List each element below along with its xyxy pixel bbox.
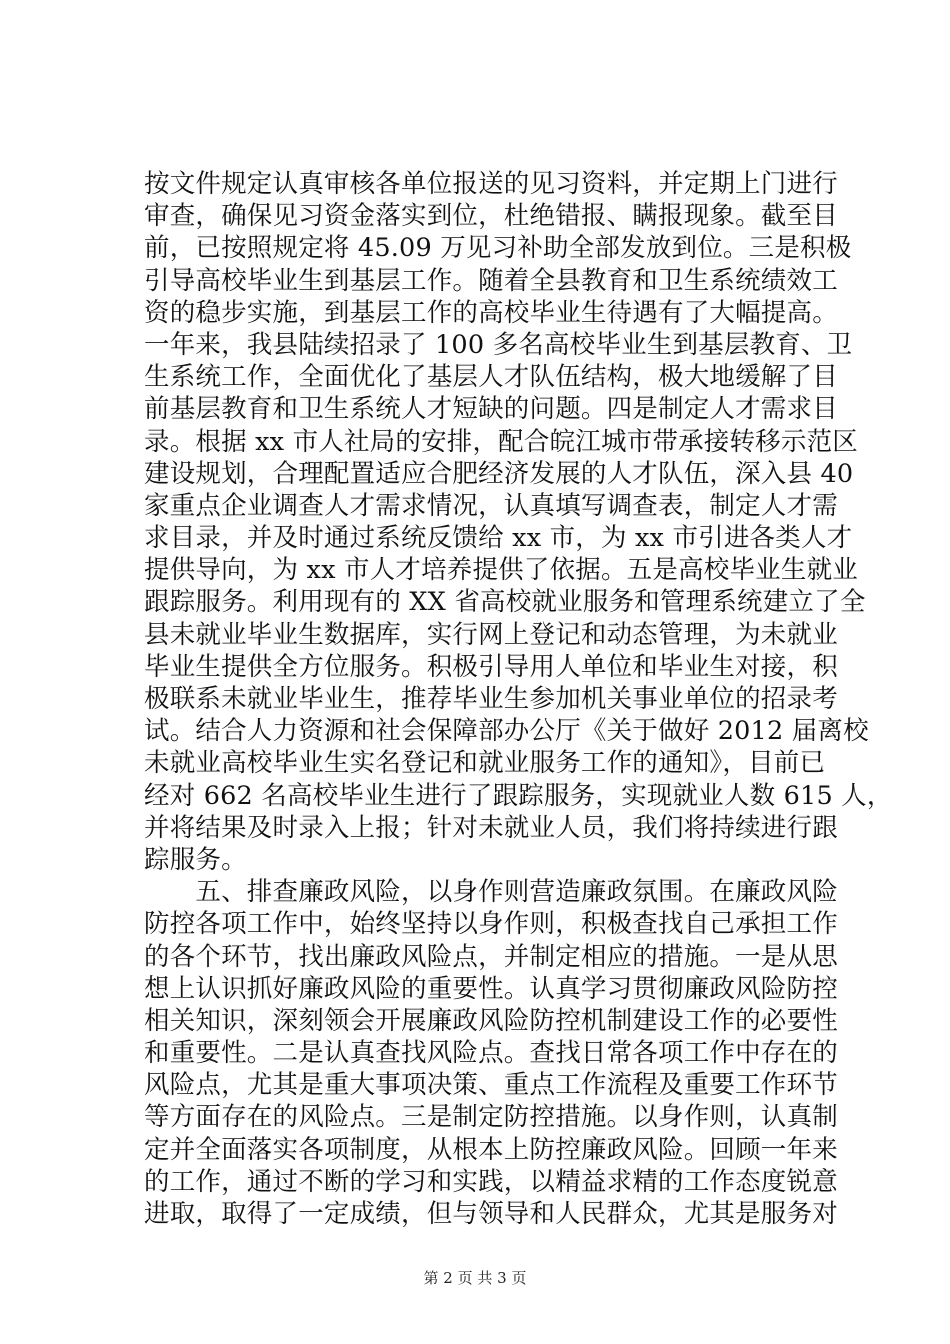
text-line: 极联系未就业毕业生，推荐毕业生参加机关事业单位的招录考: [144, 684, 838, 714]
text-line: 试。结合人力资源和社会保障部办公厅《关于做好 2012 届离校: [144, 716, 869, 747]
text-line: 五、排查廉政风险，以身作则营造廉政氛围。在廉政风险: [144, 877, 838, 908]
text-line: 经对 662 名高校毕业生进行了跟踪服务，实现就业人数 615 人，: [144, 780, 893, 811]
text-line: 未就业高校毕业生实名登记和就业服务工作的通知》，目前已: [144, 748, 826, 779]
text-line: 一年来，我县陆续招录了 100 多名高校毕业生到基层教育、卫: [144, 329, 853, 360]
text-line: 踪服务。: [144, 844, 247, 875]
text-line: 提供导向，为 xx 市人才培养提供了依据。五是高校毕业生就业: [144, 555, 858, 586]
text-line: 录。根据 xx 市人社局的安排，配合皖江城市带承接转移示范区: [144, 426, 858, 457]
text-line: 审查，确保见习资金落实到位，杜绝错报、瞒报现象。截至目: [144, 201, 838, 232]
text-line: 防控各项工作中，始终坚持以身作则，积极查找自己承担工作: [144, 909, 838, 940]
text-line: 并将结果及时录入上报；针对未就业人员，我们将持续进行跟: [144, 812, 838, 843]
text-line: 相关知识，深刻领会开展廉政风险防控机制建设工作的必要性: [144, 1005, 838, 1036]
text-line: 跟踪服务。利用现有的 XX 省高校就业服务和管理系统建立了全: [144, 587, 866, 618]
text-line: 等方面存在的风险点。三是制定防控措施。以身作则，认真制: [144, 1102, 838, 1133]
text-line: 按文件规定认真审核各单位报送的见习资料，并定期上门进行: [144, 169, 838, 199]
text-line: 求目录，并及时通过系统反馈给 xx 市，为 xx 市引进各类人才: [144, 523, 853, 554]
text-line: 定并全面落实各项制度，从根本上防控廉政风险。回顾一年来: [144, 1134, 838, 1165]
text-line: 进取，取得了一定成绩，但与领导和人民群众，尤其是服务对: [144, 1199, 838, 1229]
text-line: 前基层教育和卫生系统人才短缺的问题。四是制定人才需求目: [144, 394, 838, 425]
text-line: 风险点，尤其是重大事项决策、重点工作流程及重要工作环节: [144, 1070, 838, 1101]
page-footer: 第 2 页 共 3 页: [423, 1269, 527, 1287]
text-line: 和重要性。二是认真查找风险点。查找日常各项工作中存在的: [144, 1038, 838, 1069]
text-line: 引导高校毕业生到基层工作。随着全县教育和卫生系统绩效工: [144, 265, 838, 296]
text-line: 的各个环节，找出廉政风险点，并制定相应的措施。一是从思: [144, 941, 838, 972]
text-line: 前，已按照规定将 45.09 万见习补助全部发放到位。三是积极: [144, 233, 852, 264]
text-line: 建设规划，合理配置适应合肥经济发展的人才队伍，深入县 40: [144, 458, 854, 489]
body-text: [144, 168, 893, 1230]
text-line: 想上认识抓好廉政风险的重要性。认真学习贯彻廉政风险防控: [144, 973, 838, 1004]
text-line: 家重点企业调查人才需求情况，认真填写调查表，制定人才需: [144, 490, 838, 521]
text-line: 生系统工作，全面优化了基层人才队伍结构，极大地缓解了目: [144, 362, 838, 393]
text-line: 县未就业毕业生数据库，实行网上登记和动态管理，为未就业: [144, 619, 838, 650]
text-line: 的工作，通过不断的学习和实践，以精益求精的工作态度锐意: [144, 1166, 838, 1197]
text-line: 毕业生提供全方位服务。积极引导用人单位和毕业生对接，积: [144, 651, 838, 682]
text-line: 资的稳步实施，到基层工作的高校毕业生待遇有了大幅提高。: [144, 297, 838, 328]
